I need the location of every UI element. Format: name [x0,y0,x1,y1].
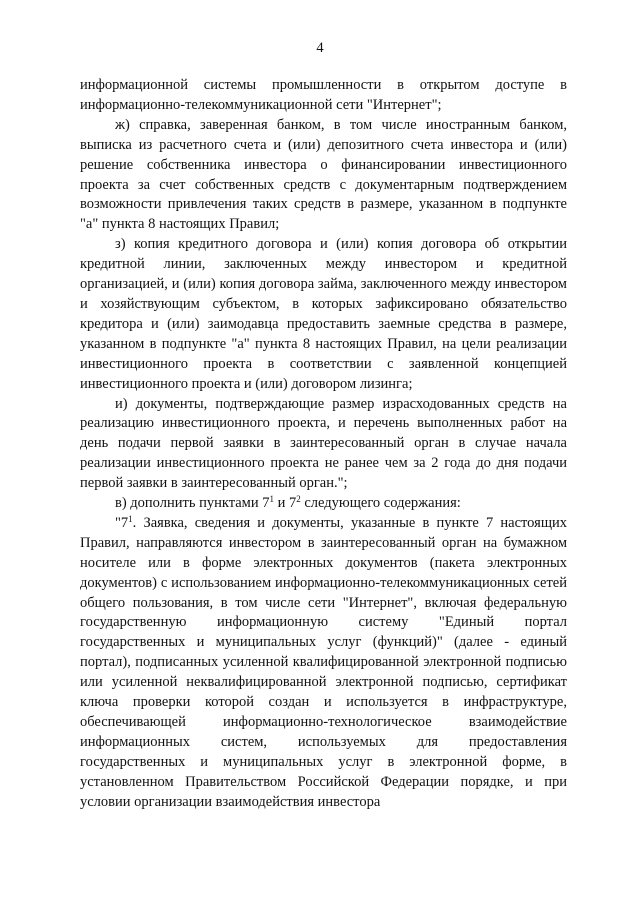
superscript-marker: 1 [128,513,133,524]
paragraph-item-i: и) документы, подтверждающие размер израсходованных средств на реализацию инвестиционного проекта, и перечень выполненных работ на день подачи первой заявки в заинтересованный орган в случае начала реализации инвестиционного проекта не ранее чем за 2 года до дня подачи первой заявки в заинтересованный орган."; [80,395,567,492]
paragraph-clause-7-1 [80,514,567,813]
paragraph-item-z: з) копия кредитного договора и (или) копия договора об открытии кредитной линии, заключенных между инвестором и кредитной организацией, и (или) копия договора займа, заключенного между инвестором и хозяйствующим субъектом, в которых зафиксировано обязательство кредитора и (или) заимодавца предоставить заемные средства в размере, указанном в подпункте "а" пункта 8 настоящих Правил, на цели реализации инвестиционного проекта в соответствии с заявленной концепцией инвестиционного проекта и (или) договором лизинга; [80,236,567,392]
paragraph-text-segment: и 7 [273,495,297,512]
page-number: 4 [316,40,324,56]
paragraph-item-zh: ж) справка, заверенная банком, в том числе иностранным банком, выписка из расчетного счета и (или) депозитного счета инвестора и (или) решение собственника инвестора о финансировании инвестиционного проекта за счет собственных средств с документарным подтверждением возможности привлечения таких средств в размере, указанном в подпункте "а" пункта 8 настоящих Правил; [80,116,567,233]
document-body [80,76,567,813]
paragraph-text-segment: . Заявка, сведения и документы, указанные в пункте 7 настоящих Правил, направляются инвестором в заинтересованный орган на бумажном носителе или в форме электронных документов (пакета электронных документов) с использованием информационно-телекоммуникационных сетей общего пользования, в том числе сети "Интернет", включая федеральную государственную информационную систему "Единый портал государственных и муниципальных услуг (функций)" (далее - единый портал), подписанных усиленной квалифицированной электронной подписью или усиленной неквалифицированной электронной подписью, сертификат ключа проверки которой создан и используется в инфраструктуре, обеспечивающей информационно-технологическое взаимодействие информационных систем, используемых для предоставления государственных и муниципальных услуг в электронной форме, в установленном Правительством Российской Федерации порядке, и при условии организации взаимодействия инвестора [80,514,567,810]
paragraph-continuation: информационной системы промышленности в открытом доступе в информационно-телекоммуникационной сети "Интернет"; [80,77,567,113]
paragraph-text-segment: следующего содержания: [300,495,461,512]
superscript-marker: 2 [296,494,301,505]
paragraph-text-segment: "7 [115,514,129,531]
paragraph-text-segment: в) дополнить пунктами 7 [115,495,270,512]
paragraph-item-v [80,494,567,514]
superscript-marker: 1 [269,494,274,505]
